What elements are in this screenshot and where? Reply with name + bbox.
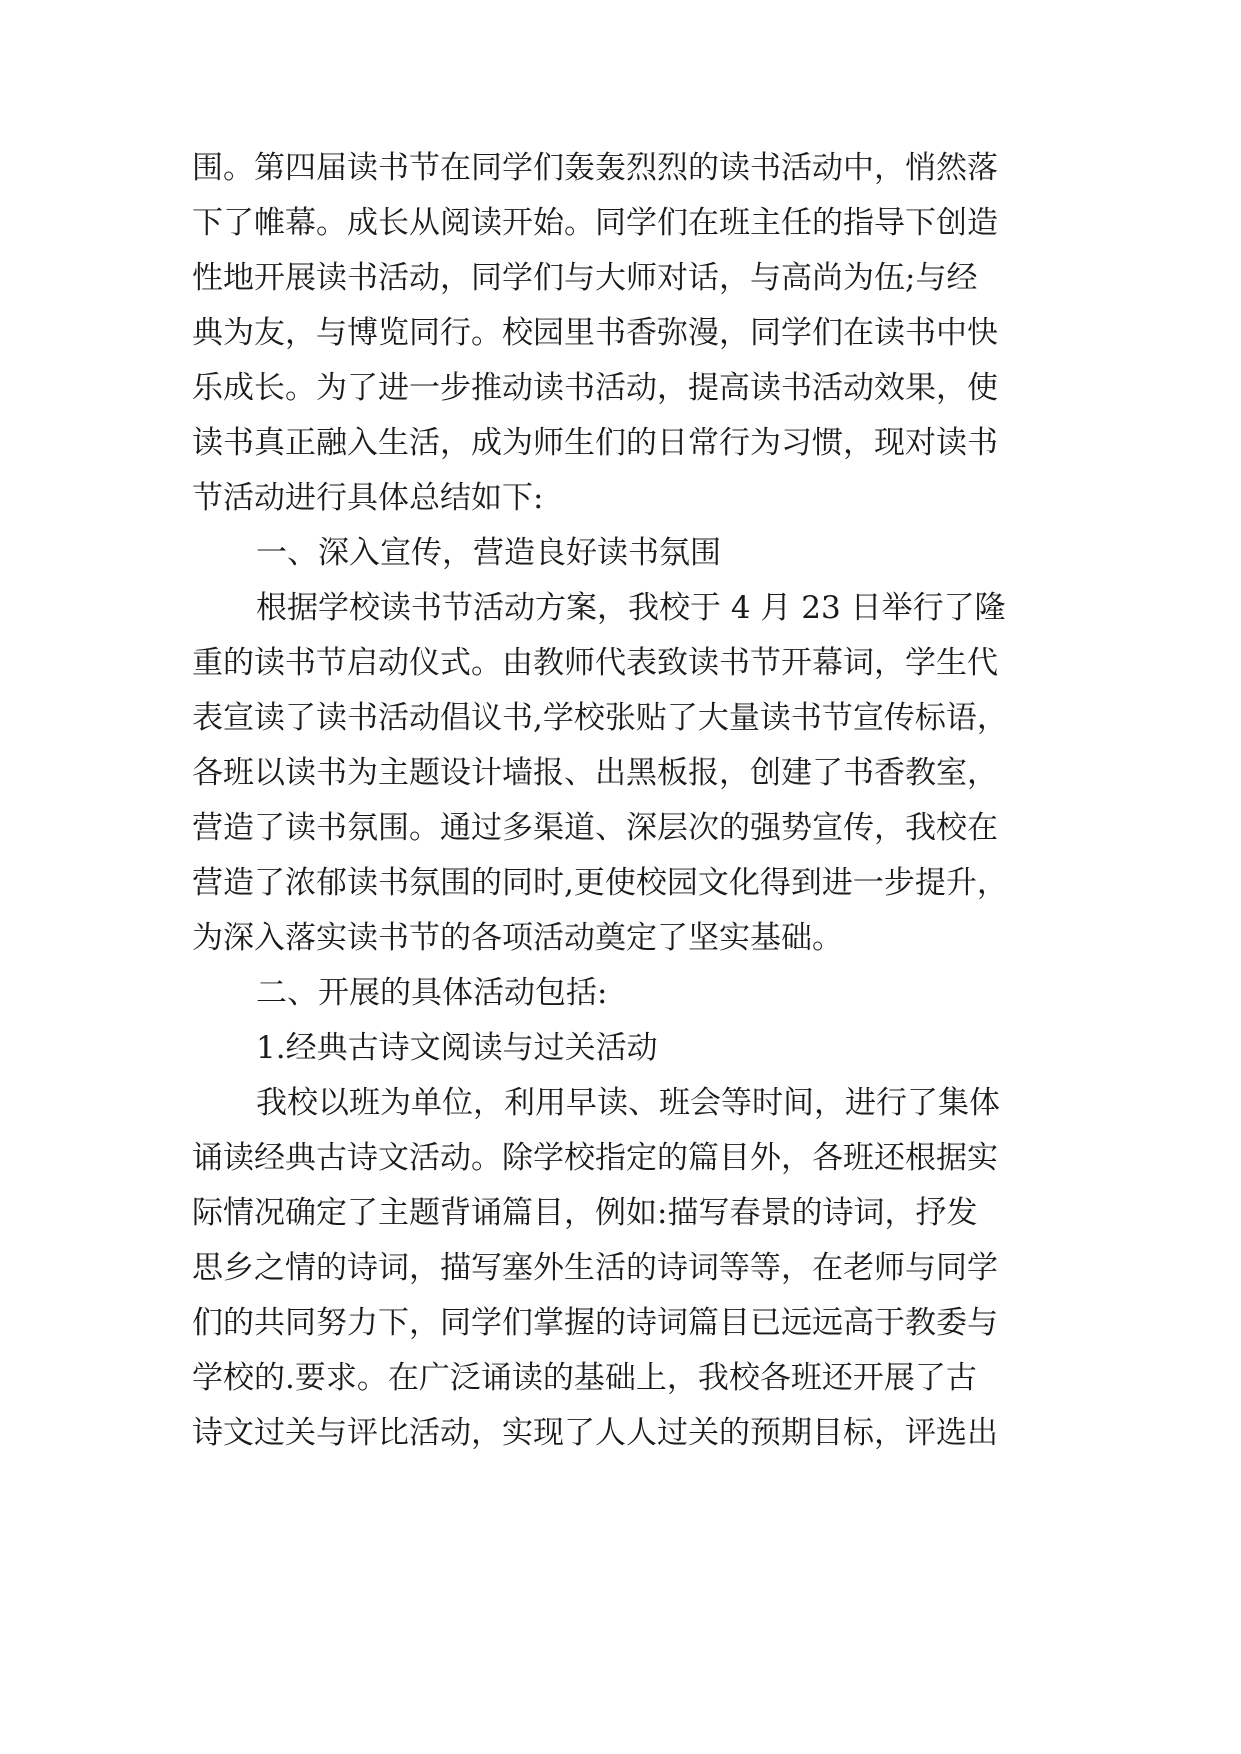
text-line: 学校的.要求。在广泛诵读的基础上，我校各班还开展了古 [192,1360,977,1396]
text-line: 读书真正融入生活，成为师生们的日常行为习惯，现对读书 [192,425,998,461]
text-line: 下了帷幕。成长从阅读开始。同学们在班主任的指导下创造 [192,205,998,241]
text-line: 典为友，与博览同行。校园里书香弥漫，同学们在读书中快 [192,315,998,351]
text-line: 诗文过关与评比活动，实现了人人过关的预期目标，评选出 [192,1415,998,1451]
text-line: 思乡之情的诗词，描写塞外生活的诗词等等，在老师与同学 [192,1250,998,1286]
text-line: 性地开展读书活动，同学们与大师对话，与高尚为伍;与经 [192,260,978,296]
text-line: 们的共同努力下，同学们掌握的诗词篇目已远远高于教委与 [192,1305,998,1341]
text-line: 表宣读了读书活动倡议书,学校张贴了大量读书节宣传标语， [192,700,1008,736]
text-line: 营造了读书氛围。通过多渠道、深层次的强势宣传，我校在 [192,810,998,846]
text-line: 乐成长。为了进一步推动读书活动，提高读书活动效果，使 [192,370,998,406]
text-line: 各班以读书为主题设计墙报、出黑板报，创建了书香教室， [192,755,998,791]
text-line: 为深入落实读书节的各项活动奠定了坚实基础。 [192,920,843,956]
text-line: 诵读经典古诗文活动。除学校指定的篇目外，各班还根据实 [192,1140,998,1176]
text-line: 营造了浓郁读书氛围的同时,更使校园文化得到进一步提升， [192,865,1008,901]
text-line: 际情况确定了主题背诵篇目，例如:描写春景的诗词，抒发 [192,1195,978,1231]
text-line: 我校以班为单位，利用早读、班会等时间，进行了集体 [256,1085,1000,1121]
text-line: 节活动进行具体总结如下: [192,480,544,516]
text-line: 根据学校读书节活动方案，我校于 4 月 23 日举行了隆 [256,590,1006,626]
section-heading: 一、深入宣传，营造良好读书氛围 [256,535,721,571]
text-line: 围。第四届读书节在同学们轰轰烈烈的读书活动中，悄然落 [192,150,998,186]
text-line: 重的读书节启动仪式。由教师代表致读书节开幕词，学生代 [192,645,998,681]
subsection-heading: 1.经典古诗文阅读与过关活动 [256,1030,658,1066]
section-heading: 二、开展的具体活动包括: [256,975,608,1011]
